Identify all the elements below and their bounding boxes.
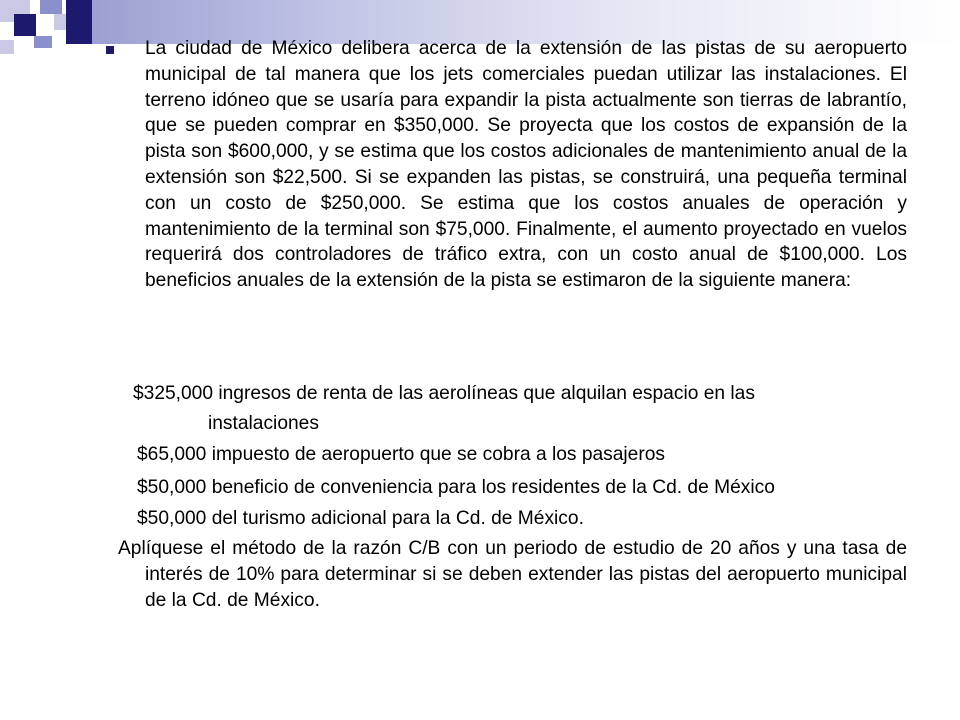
bullet-square [106,46,114,54]
closing-paragraph: Aplíquese el método de la razón C/B con un periodo de estudio de 20 años y una tasa de interés de 10% para determinar si se deben extender las pistas del aeropuerto municipal de la Cd. de México. [118,538,907,611]
problem-paragraph: La ciudad de México delibera acerca de la extensión de las pistas de su aeropuerto municipal de tal manera que los jets comerciales puedan utilizar las instalaciones. El terreno idóneo que se usaría para expandir la pista actualmente son tierras de labrantío, que se pueden comprar en $350,000. Se proyecta que los costos de expansión de la pista son $600,000, y se estima que los costos adicionales de mantenimiento anual de la extensión son $22,500. Si se expanden las pistas, se construirá, una pequeña terminal con un costo de $250,000. Se estima que los costos anuales de operación y mantenimiento de la terminal son $75,000. Finalmente, el aumento proyectado en vuelos requerirá dos controladores de tráfico extra, con un costo anual de $100,000. Los beneficios anuales de la extensión de la pista se estimaron de la siguiente manera: [145,38,907,292]
benefit-line: instalaciones [208,413,319,434]
benefit-line: $50,000 del turismo adicional para la Cd. de México. [137,508,584,529]
benefit-line: $65,000 impuesto de aeropuerto que se cobra a los pasajeros [137,444,666,465]
benefit-line: $50,000 beneficio de conveniencia para los residentes de la Cd. de México [137,477,775,498]
benefit-line: $325,000 ingresos de renta de las aerolíneas que alquilan espacio en las [133,383,755,404]
